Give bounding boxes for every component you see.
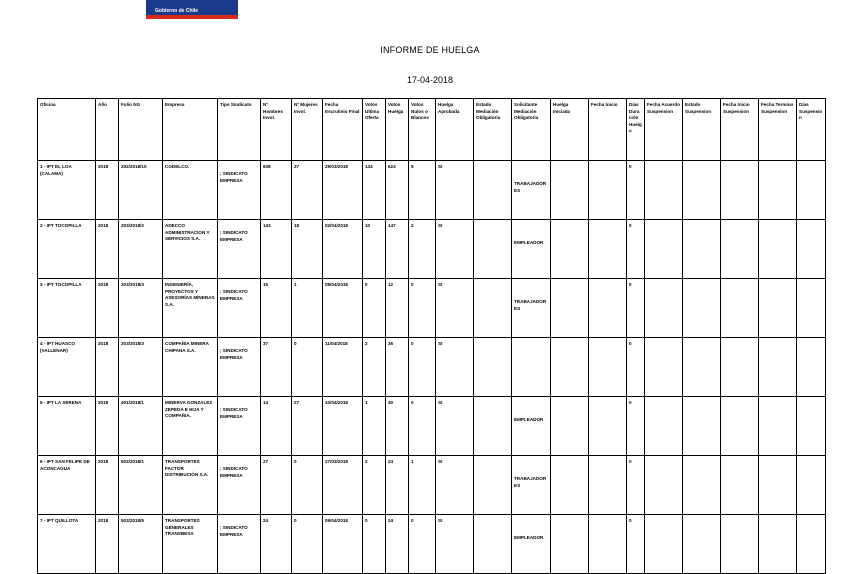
column-header: Oficina: [38, 99, 96, 161]
table-cell: [759, 279, 797, 338]
table-cell: 29/03/2018: [323, 161, 363, 220]
column-header: Estado Mediación Obligatoria: [474, 99, 512, 161]
table-cell: 0: [409, 279, 436, 338]
table-cell: 24: [386, 515, 409, 574]
table-cell: 35: [386, 338, 409, 397]
table-cell: 2018: [96, 161, 119, 220]
table-cell: 10: [363, 220, 386, 279]
table-cell: 502/2018/1: [119, 456, 163, 515]
table-cell: [589, 220, 627, 279]
table-cell: [721, 161, 759, 220]
table-cell: [683, 515, 721, 574]
table-cell: SI: [436, 338, 474, 397]
table-cell: [683, 279, 721, 338]
table-cell: 0: [292, 456, 323, 515]
table-cell: 15: [261, 279, 292, 338]
table-cell: ; SINDICATO EMPRESA: [218, 161, 261, 220]
government-logo: [146, 0, 238, 19]
table-cell: 14: [261, 397, 292, 456]
table-cell: 0: [409, 397, 436, 456]
table-cell: ; SINDICATO EMPRESA: [218, 220, 261, 279]
table-cell: 0: [409, 338, 436, 397]
table-cell: [721, 456, 759, 515]
table-cell: 09/04/2018: [323, 279, 363, 338]
table-cell: 4 - IPT HUASCO (VALLENAR): [38, 338, 96, 397]
table-cell: TRANSPORTES FACTOR DISTRIBUCIÓN S.A.: [163, 456, 218, 515]
table-cell: [645, 397, 683, 456]
table-cell: [551, 397, 589, 456]
table-row: [38, 515, 826, 574]
table-cell: [721, 279, 759, 338]
table-cell: [759, 220, 797, 279]
table-cell: [474, 515, 512, 574]
table-cell: [759, 397, 797, 456]
table-cell: 0: [627, 338, 645, 397]
table-cell: 2: [363, 456, 386, 515]
column-header: Días Duración Huelga: [627, 99, 645, 161]
table-cell: TRABAJADORES: [512, 161, 551, 220]
table-row: [38, 161, 826, 220]
report-date: 17-04-2018: [406, 75, 454, 85]
table-cell: EMPLEADOR: [512, 515, 551, 574]
table-cell: 1 - IPT EL LOA (CALAMA): [38, 161, 96, 220]
column-header: Fecha Termino Suspension: [759, 99, 797, 161]
table-cell: [589, 515, 627, 574]
table-cell: SI: [436, 456, 474, 515]
table-cell: [721, 397, 759, 456]
table-cell: SI: [436, 220, 474, 279]
table-cell: 2018: [96, 220, 119, 279]
table-cell: [759, 515, 797, 574]
table-cell: MINERVA GONZALEZ ZEPEDA E HIJA Y COMPAÑIA.: [163, 397, 218, 456]
table-cell: 2018: [96, 338, 119, 397]
table-cell: 0: [627, 161, 645, 220]
table-cell: 0: [409, 515, 436, 574]
table-cell: 1: [409, 456, 436, 515]
table-cell: 0: [627, 220, 645, 279]
table-cell: [551, 515, 589, 574]
table-cell: 27: [292, 397, 323, 456]
column-header: Nº Hombres Invol.: [261, 99, 292, 161]
table-cell: SI: [436, 515, 474, 574]
table-cell: [474, 397, 512, 456]
table-cell: [645, 279, 683, 338]
column-header: Solicitante Mediación Obligatoria: [512, 99, 551, 161]
table-cell: 202/2018/10: [119, 161, 163, 220]
table-cell: [759, 456, 797, 515]
column-header: Huelga Aprobada: [436, 99, 474, 161]
table-cell: [474, 456, 512, 515]
table-cell: 3 - IPT TOCOPILLA: [38, 279, 96, 338]
column-header: Votos Huelga: [386, 99, 409, 161]
column-header: Fecha Acuerdo Suspension: [645, 99, 683, 161]
table-cell: 203/2018/3: [119, 279, 163, 338]
table-cell: 0: [292, 515, 323, 574]
table-cell: 1: [363, 397, 386, 456]
table-cell: [683, 220, 721, 279]
table-cell: 0: [292, 338, 323, 397]
table-cell: 09/04/2018: [323, 515, 363, 574]
table-cell: ; SINDICATO EMPRESA: [218, 456, 261, 515]
table-cell: [721, 515, 759, 574]
table-cell: 2: [409, 220, 436, 279]
table-cell: 02/04/2018: [323, 220, 363, 279]
table-cell: 624: [386, 161, 409, 220]
table-cell: [589, 397, 627, 456]
table-cell: 2018: [96, 515, 119, 574]
table-cell: [797, 220, 826, 279]
table-cell: [721, 220, 759, 279]
table-cell: 0: [627, 279, 645, 338]
table-cell: [683, 397, 721, 456]
column-header: Huelga Iniciada: [551, 99, 589, 161]
table-cell: [589, 456, 627, 515]
table-cell: [683, 161, 721, 220]
table-cell: [589, 161, 627, 220]
table-cell: [551, 456, 589, 515]
table-cell: 7 - IPT QUILLOTA: [38, 515, 96, 574]
table-cell: [589, 338, 627, 397]
table-cell: COMPAÑIA MINERA CHIPANA S.A.: [163, 338, 218, 397]
table-cell: 2 - IPT TOCOPILLA: [38, 220, 96, 279]
table-cell: [797, 279, 826, 338]
table-cell: [474, 220, 512, 279]
table-cell: [551, 220, 589, 279]
table-cell: [474, 161, 512, 220]
table-cell: 0: [363, 515, 386, 574]
table-cell: 37: [261, 338, 292, 397]
table-cell: EMPLEADOR: [512, 397, 551, 456]
table-cell: ; SINDICATO EMPRESA: [218, 515, 261, 574]
table-cell: [683, 338, 721, 397]
table-cell: 6 - IPT SAN FELIPE DE ACONCAGUA: [38, 456, 96, 515]
table-cell: [474, 338, 512, 397]
table-cell: 24: [386, 456, 409, 515]
table-cell: SI: [436, 279, 474, 338]
table-cell: [474, 279, 512, 338]
column-header: Estado Suspension: [683, 99, 721, 161]
table-cell: 5: [409, 161, 436, 220]
table-cell: 0: [363, 279, 386, 338]
column-header: Empresa: [163, 99, 218, 161]
table-cell: [645, 456, 683, 515]
table-row: [38, 338, 826, 397]
table-cell: 134: [363, 161, 386, 220]
table-cell: TRABAJADORES: [512, 279, 551, 338]
table-cell: 143: [261, 220, 292, 279]
table-cell: [797, 515, 826, 574]
table-cell: [759, 338, 797, 397]
table-cell: ; SINDICATO EMPRESA: [218, 397, 261, 456]
table-header-row: [38, 99, 826, 161]
column-header: Días Suspension: [797, 99, 826, 161]
table-cell: 147: [386, 220, 409, 279]
column-header: Votos Ultima Oferta: [363, 99, 386, 161]
table-cell: [645, 338, 683, 397]
table-cell: [645, 161, 683, 220]
table-cell: EMPLEADOR: [512, 220, 551, 279]
table-cell: 0: [627, 515, 645, 574]
report-title: INFORME DE HUELGA: [380, 45, 480, 55]
table-cell: [551, 161, 589, 220]
table-cell: 27/03/2018: [323, 456, 363, 515]
table-cell: 10/04/2018: [323, 397, 363, 456]
table-row: [38, 220, 826, 279]
table-cell: ; SINDICATO EMPRESA: [218, 279, 261, 338]
table-cell: TRANSPORTES GENERALES TRANSBESA: [163, 515, 218, 574]
table-cell: [721, 338, 759, 397]
table-row: [38, 279, 826, 338]
table-row: [38, 397, 826, 456]
table-cell: [551, 279, 589, 338]
table-cell: ADECCO ADMINISTRACION Y SERVICIOS S.A.: [163, 220, 218, 279]
table-cell: [797, 161, 826, 220]
table-cell: 503/2018/5: [119, 515, 163, 574]
logo-text: Gobierno de Chile: [155, 8, 199, 14]
table-cell: 0: [627, 397, 645, 456]
table-cell: 203/2018/2: [119, 220, 163, 279]
table-cell: 12: [386, 279, 409, 338]
table-cell: 27: [292, 161, 323, 220]
table-cell: 11/04/2018: [323, 338, 363, 397]
table-cell: 27: [261, 456, 292, 515]
table-cell: [797, 338, 826, 397]
table-cell: 2018: [96, 279, 119, 338]
table-row: [38, 456, 826, 515]
table-cell: SI: [436, 161, 474, 220]
column-header: Nº Mujeres Invol.: [292, 99, 323, 161]
table-cell: [797, 456, 826, 515]
table-cell: ; SINDICATO EMPRESA: [218, 338, 261, 397]
table-cell: [551, 338, 589, 397]
table-cell: [683, 456, 721, 515]
table-cell: 18: [292, 220, 323, 279]
table-cell: 5 - IPT LA SERENA: [38, 397, 96, 456]
table-cell: 2018: [96, 456, 119, 515]
table-cell: 40: [386, 397, 409, 456]
table-cell: INGENIERÍA, PROYECTOS Y ASESORÍAS MINERAS S.A.: [163, 279, 218, 338]
table-cell: [797, 397, 826, 456]
table-cell: [645, 220, 683, 279]
column-header: Fecha Inicio: [589, 99, 627, 161]
table-cell: TRABAJADORES: [512, 456, 551, 515]
table-cell: [645, 515, 683, 574]
table-cell: [589, 279, 627, 338]
table-cell: SI: [436, 397, 474, 456]
table-cell: 1: [292, 279, 323, 338]
table-cell: 2018: [96, 397, 119, 456]
table-cell: 0: [627, 456, 645, 515]
column-header: Tipo Sindicato: [218, 99, 261, 161]
column-header: Fecha Inicio Suspension: [721, 99, 759, 161]
table-cell: 2: [363, 338, 386, 397]
table-cell: 838: [261, 161, 292, 220]
table-cell: CODELCO.: [163, 161, 218, 220]
column-header: Año: [96, 99, 119, 161]
table-cell: 24: [261, 515, 292, 574]
column-header: Votos Nulos o Blancos: [409, 99, 436, 161]
table-cell: 303/2018/3: [119, 338, 163, 397]
column-header: Folio NG: [119, 99, 163, 161]
table-cell: 401/2018/1: [119, 397, 163, 456]
table-cell: [512, 338, 551, 397]
column-header: Fecha Escrutinio Final: [323, 99, 363, 161]
strike-report-table: [37, 98, 826, 574]
table-cell: [759, 161, 797, 220]
